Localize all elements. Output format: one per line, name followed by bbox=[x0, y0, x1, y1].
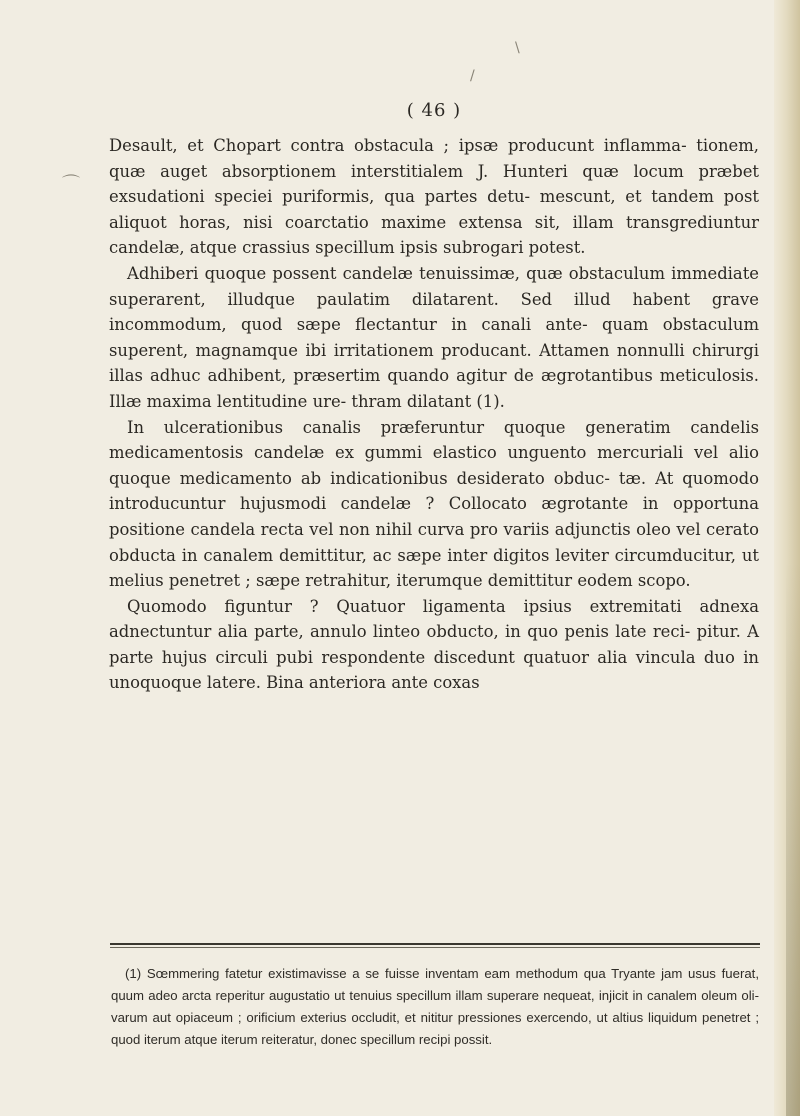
stray-mark: \ bbox=[515, 40, 520, 56]
footnote-rule-secondary bbox=[110, 947, 760, 948]
page-edge-shadow bbox=[786, 560, 800, 1116]
page-number: ( 46 ) bbox=[406, 100, 462, 121]
stray-mark: ⌒ bbox=[62, 174, 80, 195]
footnote: (1) Sœmmering fatetur existimavisse a se fuisse inventam eam methodum qua Tryante jam usus fuerat, quum adeo arcta reperitur augustatio ut tenuius specillum illam superare nequeat, injicit in canalem oleum oli- varum aut opiaceum ; orificium exterius occludit, et nititur pressiones exercendo, ut altius liquidum penetret ; quod iterum atque iterum reiteratur, donec specillum recipi possit. bbox=[111, 966, 759, 1047]
paragraph: Adhiberi quoque possent candelæ tenuissimæ, quæ obstaculum immediate superarent, illudque paulatim dilatarent. Sed illud habent grave incommodum, quod sæpe flectantur in canali ante- quam obstaculum superent, magnamque ibi irritationem producant. Attamen nonnulli chirurgi illas adhuc adhibent, præsertim quando agitur de ægrotantibus meticulosis. Illæ maxima lentitudine ure- thram dilatant (1). bbox=[109, 263, 759, 411]
paragraph: Desault, et Chopart contra obstacula ; ipsæ producunt inflamma- tionem, quæ auget absorptionem interstitialem J. Hunteri quæ locum præbet exsudationi speciei puriformis, qua partes detu- mescunt, et tandem post aliquot horas, nisi coarctatio maxime extensa sit, illam transgrediuntur candelæ, atque crassius specillum ipsis subrogari potest. bbox=[109, 136, 759, 258]
paragraph: Quomodo figuntur ? Quatuor ligamenta ipsius extremitati adnexa adnectuntur alia parte, annulo linteo obducto, in quo penis late reci- pitur. A parte hujus circuli pubi respondente discedunt quatuor alia vincula duo in unoquoque latere. Bina anteriora ante coxas bbox=[109, 596, 759, 693]
paragraph: In ulcerationibus canalis præferuntur quoque generatim candelis medicamentosis candelæ ex gummi elastico unguento mercuriali vel alio quoque medicamento ab indicationibus desiderato obduc- tæ. At quomodo introducuntur hujusmodi candelæ ? Collocato ægrotante in opportuna positione candela recta vel non nihil curva pro variis adjunctis oleo vel cerato obducta in canalem demittitur, ac sæpe inter digitos leviter circumducitur, ut melius penetret ; sæpe retrahitur, iterumque demittitur eodem scopo. bbox=[109, 417, 759, 591]
stray-mark: / bbox=[470, 68, 475, 84]
body-text bbox=[109, 133, 759, 696]
footnote-rule bbox=[110, 943, 760, 945]
